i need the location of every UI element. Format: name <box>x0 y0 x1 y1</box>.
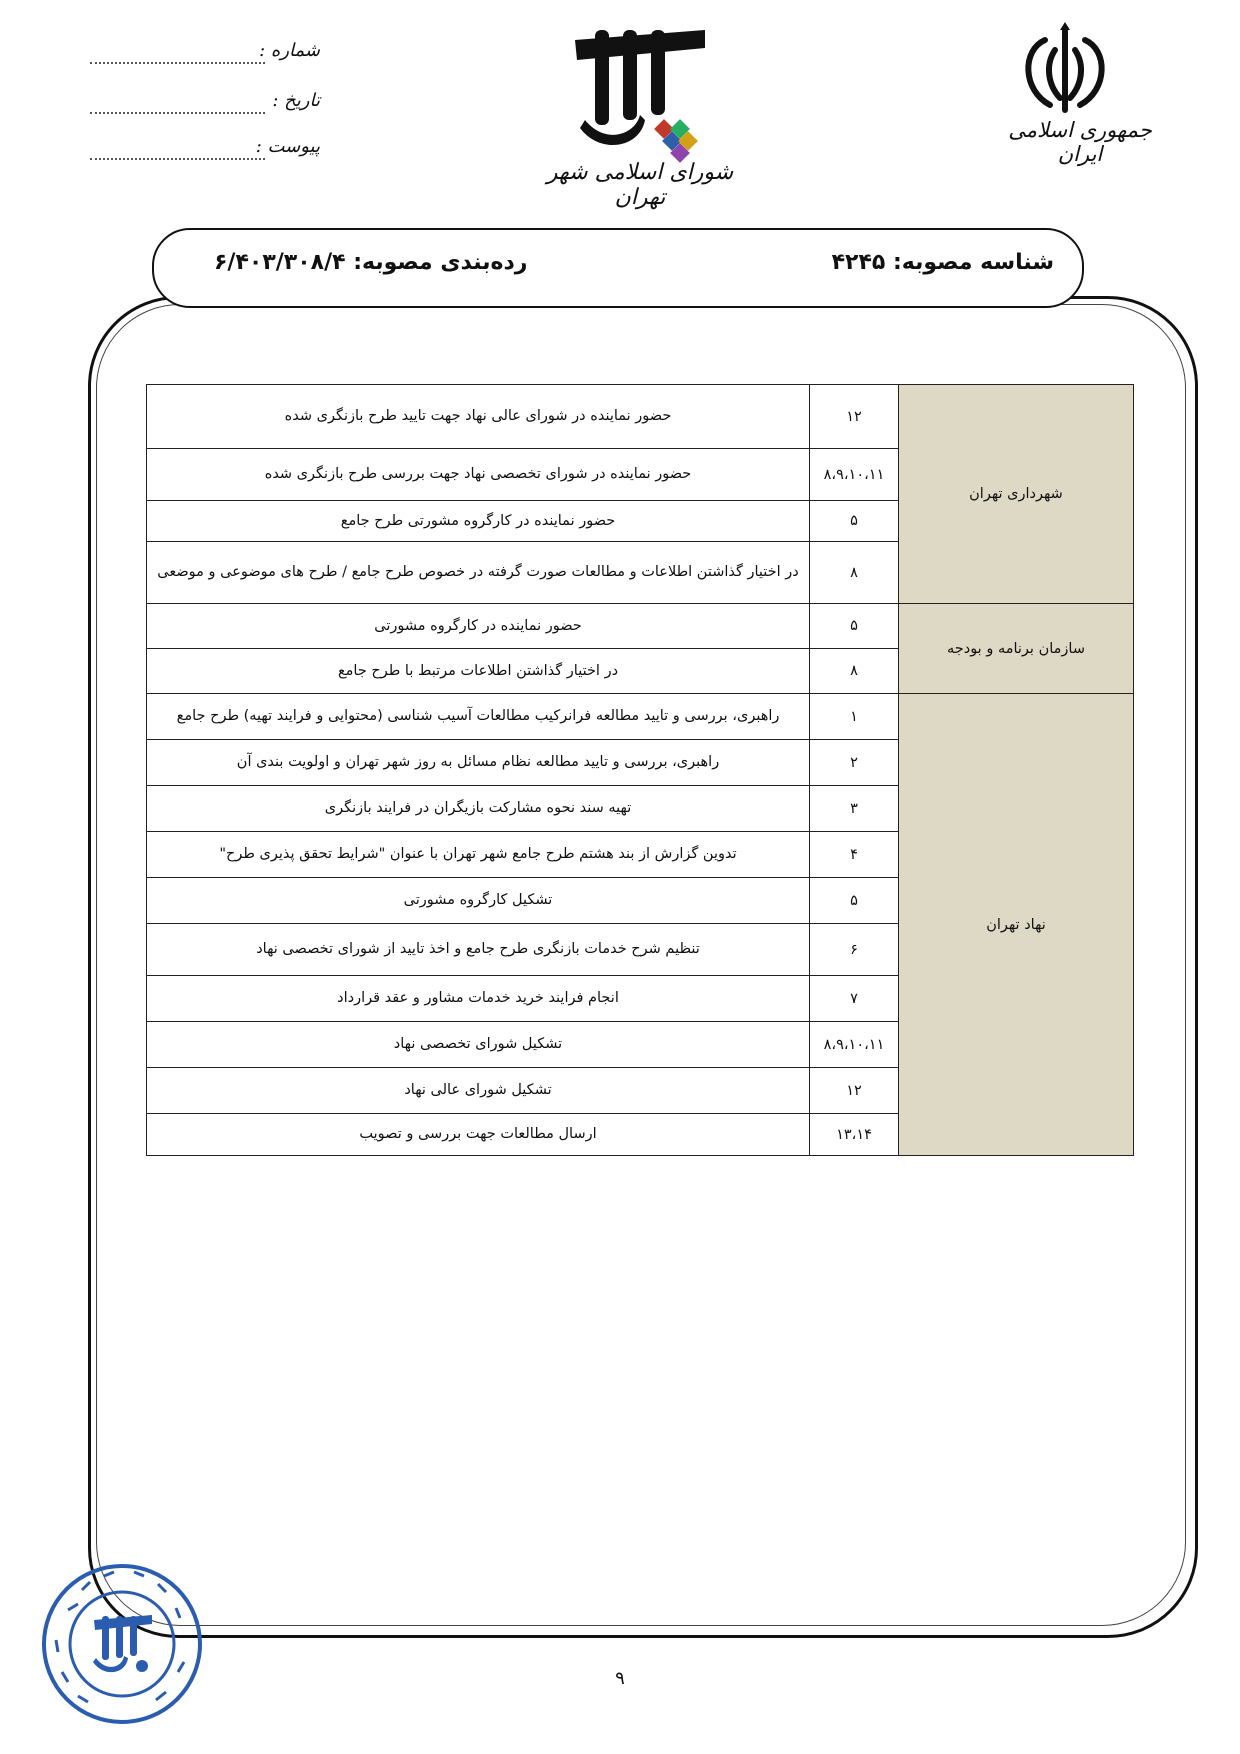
step-number: ۸ <box>810 542 899 604</box>
table-row <box>147 604 1134 649</box>
attachment-field <box>90 136 320 166</box>
org-cell: شهرداری تهران <box>899 385 1134 604</box>
council-seal-icon <box>38 1560 206 1728</box>
step-number: ۸ <box>810 649 899 694</box>
step-number: ۲ <box>810 740 899 786</box>
attachment-line <box>90 158 265 160</box>
step-number: ۸،۹،۱۰،۱۱ <box>810 449 899 501</box>
responsibilities-table <box>146 384 1134 1156</box>
tehran-council-logo <box>565 20 715 170</box>
step-description: حضور نماینده در کارگروه مشورتی <box>147 604 810 649</box>
step-number: ۱۳،۱۴ <box>810 1114 899 1156</box>
step-number: ۱ <box>810 694 899 740</box>
resolution-id: شناسه مصوبه: ۴۲۴۵ <box>831 250 1054 275</box>
org-cell: نهاد تهران <box>899 694 1134 1156</box>
council-caption: شورای اسلامی شهر تهران <box>546 160 734 210</box>
step-description: ارسال مطالعات جهت بررسی و تصویب <box>147 1114 810 1156</box>
number-line <box>90 62 265 64</box>
number-field <box>90 40 320 70</box>
iran-emblem-icon <box>1010 20 1120 120</box>
step-description: تشکیل شورای تخصصی نهاد <box>147 1022 810 1068</box>
step-description: در اختیار گذاشتن اطلاعات و مطالعات صورت گرفته در خصوص طرح جامع / طرح های موضوعی و موضعی <box>147 542 810 604</box>
number-label: شماره : <box>259 40 320 61</box>
step-description: تهیه سند نحوه مشارکت بازیگران در فرایند بازنگری <box>147 786 810 832</box>
step-number: ۶ <box>810 924 899 976</box>
step-description: راهبری، بررسی و تایید مطالعه نظام مسائل به روز شهر تهران و اولویت بندی آن <box>147 740 810 786</box>
step-description: حضور نماینده در شورای عالی نهاد جهت تایید طرح بازنگری شده <box>147 385 810 449</box>
table-row <box>147 385 1134 449</box>
step-description: راهبری، بررسی و تایید مطالعه فرانرکیب مطالعات آسیب شناسی (محتوایی و فرایند تهیه) طرح جامع <box>147 694 810 740</box>
emblem-caption: جمهوری اسلامی ایران <box>1008 118 1152 166</box>
step-description: تدوین گزارش از بند هشتم طرح جامع شهر تهران با عنوان "شرایط تحقق پذیری طرح" <box>147 832 810 878</box>
step-number: ۵ <box>810 878 899 924</box>
step-number: ۵ <box>810 604 899 649</box>
date-line <box>90 112 265 114</box>
step-description: تنظیم شرح خدمات بازنگری طرح جامع و اخذ تایید از شورای تخصصی نهاد <box>147 924 810 976</box>
step-number: ۱۲ <box>810 1068 899 1114</box>
table-row <box>147 694 1134 740</box>
resolution-id-box <box>152 228 1084 308</box>
step-description: حضور نماینده در شورای تخصصی نهاد جهت بررسی طرح بازنگری شده <box>147 449 810 501</box>
page-number: ۹ <box>615 1668 625 1689</box>
step-number: ۳ <box>810 786 899 832</box>
step-number: ۷ <box>810 976 899 1022</box>
step-number: ۱۲ <box>810 385 899 449</box>
attachment-label: پیوست : <box>255 136 320 157</box>
step-number: ۵ <box>810 501 899 542</box>
step-description: در اختیار گذاشتن اطلاعات مرتبط با طرح جامع <box>147 649 810 694</box>
resolution-classification: رده‌بندی مصوبه: ۶/۴۰۳/۳۰۸/۴ <box>214 250 528 275</box>
step-number: ۸،۹،۱۰،۱۱ <box>810 1022 899 1068</box>
step-description: تشکیل شورای عالی نهاد <box>147 1068 810 1114</box>
step-description: انجام فرایند خرید خدمات مشاور و عقد قرارداد <box>147 976 810 1022</box>
step-description: حضور نماینده در کارگروه مشورتی طرح جامع <box>147 501 810 542</box>
org-cell: سازمان برنامه و بودجه <box>899 604 1134 694</box>
date-field <box>90 90 320 120</box>
step-number: ۴ <box>810 832 899 878</box>
step-description: تشکیل کارگروه مشورتی <box>147 878 810 924</box>
date-label: تاریخ : <box>272 90 320 111</box>
